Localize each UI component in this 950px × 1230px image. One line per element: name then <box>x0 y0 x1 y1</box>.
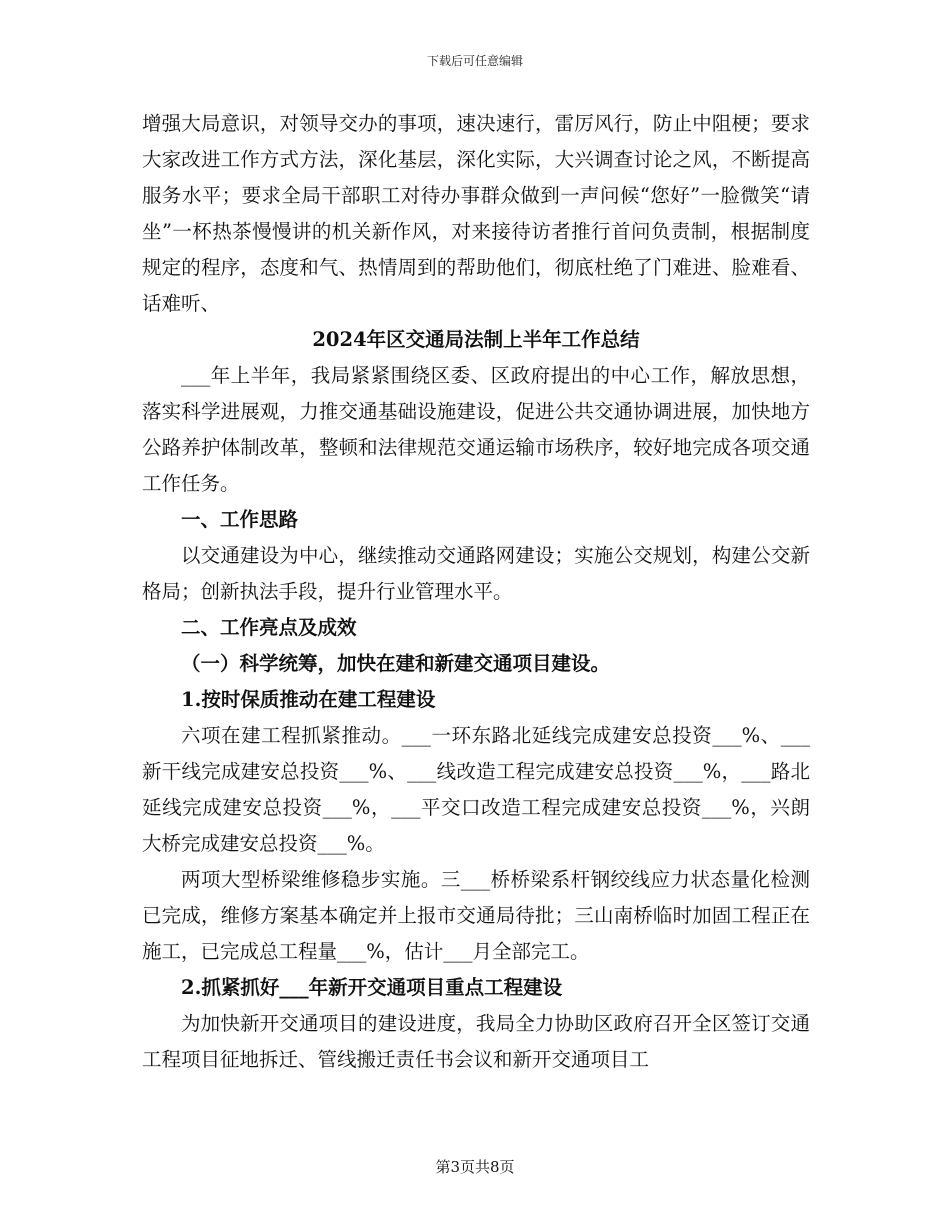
section-heading: 一、工作思路 <box>181 508 299 531</box>
section-heading: 二、工作亮点及成效 <box>181 616 357 639</box>
paragraph: 增强大局意识，对领导交办的事项，速决速行，雷厉风行，防止中阻梗；要求大家改进工作方式方法，深化基层，深化实际，大兴调查讨论之风，不断提高服务水平；要求全局干部职工对待办事群众做到一声问候“您好”一脸微笑“请坐”一杯热茶慢慢讲的机关新作风，对来接待访者推行首问负责制，根据制度规定的程序，态度和气、热情周到的帮助他们，彻底杜绝了门难进、脸难看、话难听、 <box>142 112 810 315</box>
document-title: 2024年区交通局法制上半年工作总结 <box>312 328 640 351</box>
paragraph: 两项大型桥梁维修稳步实施。三___桥桥梁系杆钢绞线应力状态量化检测已完成，维修方案基本确定并上报市交通局待批；三山南桥临时加固工程正在施工，已完成总工程量___%，估计___月全部完工。 <box>142 868 810 963</box>
paragraph: 以交通建设为中心，继续推动交通路网建设；实施公交规划，构建公交新格局；创新执法手段，提升行业管理水平。 <box>142 544 810 603</box>
subsection-heading: 1.按时保质推动在建工程建设 <box>181 688 436 711</box>
subsection-heading: （一）科学统筹，加快在建和新建交通项目建设。 <box>181 652 611 675</box>
header-note: 下载后可任意编辑 <box>426 54 523 68</box>
subsection-heading: 2.抓紧抓好___年新开交通项目重点工程建设 <box>181 976 563 999</box>
paragraph: 六项在建工程抓紧推动。___一环东路北延线完成建安总投资___%、___新干线完成建安总投资___%、___线改造工程完成建安总投资___%，___路北延线完成建安总投资___%，___平交口改造工程完成建安总投资___%，兴朗大桥完成建安总投资___%。 <box>142 724 810 855</box>
paragraph: ___年上半年，我局紧紧围绕区委、区政府提出的中心工作，解放思想，落实科学进展观，力推交通基础设施建设，促进公共交通协调进展，加快地方公路养护体制改革，整顿和法律规范交通运输市场秩序，较好地完成各项交通工作任务。 <box>142 364 810 495</box>
paragraph: 为加快新开交通项目的建设进度，我局全力协助区政府召开全区签订交通工程项目征地拆迁、管线搬迁责任书会议和新开交通项目工 <box>142 1012 810 1071</box>
page-number: 第3页共8页 <box>435 1158 515 1176</box>
document-body <box>142 106 810 1078</box>
